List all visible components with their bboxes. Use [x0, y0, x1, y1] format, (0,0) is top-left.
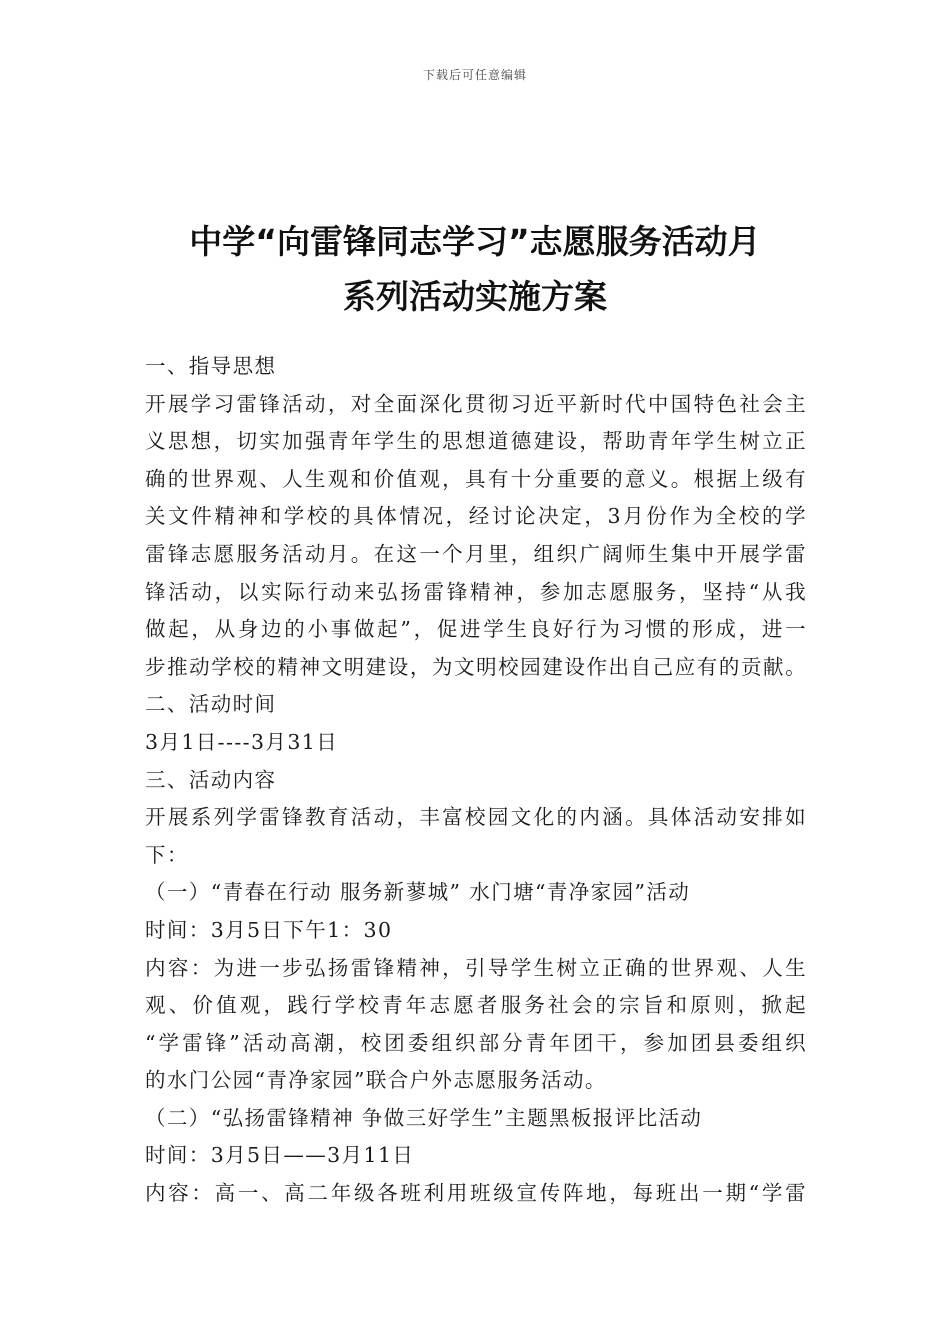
text-line: 3月1日----3月31日 [145, 729, 339, 754]
document-title [0, 214, 950, 324]
text-line: 做起，从身边的小事做起”，促进学生良好行为习惯的形成，进一 [145, 617, 807, 642]
text-line: 锋活动，以实际行动来弘扬雷锋精神，参加志愿服务，坚持“从我 [145, 579, 807, 604]
text-line: 时间：3月5日下午1：30 [145, 917, 393, 942]
text-line: 内容：为进一步弘扬雷锋精神，引导学生树立正确的世界观、人生 [145, 955, 807, 980]
text-line: 三、活动内容 [145, 767, 277, 792]
title-line-2: 系列活动实施方案 [343, 277, 607, 316]
text-line: 确的世界观、人生观和价值观，具有十分重要的意义。根据上级有 [145, 466, 807, 491]
text-line: 雷锋志愿服务活动月。在这一个月里，组织广阔师生集中开展学雷 [145, 541, 807, 566]
header-note: 下载后可任意编辑 [422, 68, 527, 82]
title-line-1: 中学“向雷锋同志学习”志愿服务活动月 [189, 222, 761, 261]
text-line: （二）“弘扬雷锋精神 争做三好学生”主题黑板报评比活动 [145, 1105, 703, 1130]
text-line: 一、指导思想 [145, 354, 277, 378]
text-line: 开展系列学雷锋教育活动，丰富校园文化的内涵。具体活动安排如 [145, 805, 807, 830]
text-line: 的水门公园“青净家园”联合户外志愿服务活动。 [145, 1068, 607, 1093]
text-line: 开展学习雷锋活动，对全面深化贯彻习近平新时代中国特色社会主 [145, 391, 807, 416]
text-line: 义思想，切实加强青年学生的思想道德建设，帮助青年学生树立正 [145, 429, 807, 454]
text-line: （一）“青春在行动 服务新蓼城” 水门塘“青净家园”活动 [145, 880, 691, 905]
text-line: 步推动学校的精神文明建设，为文明校园建设作出自己应有的贡献。 [145, 654, 807, 679]
text-line: 时间：3月5日——3月11日 [145, 1143, 415, 1168]
text-line: 观、价值观，践行学校青年志愿者服务社会的宗旨和原则，掀起 [145, 993, 807, 1018]
text-line: 二、活动时间 [145, 692, 277, 717]
text-line: 内容：高一、高二年级各班利用班级宣传阵地，每班出一期“学雷 [145, 1181, 807, 1206]
document-body [145, 348, 807, 1213]
text-line: “学雷锋”活动高潮，校团委组织部分青年团干，参加团县委组织 [145, 1030, 807, 1055]
text-line: 下： [145, 842, 189, 867]
text-line: 关文件精神和学校的具体情况，经讨论决定，3月份作为全校的学 [145, 504, 807, 529]
